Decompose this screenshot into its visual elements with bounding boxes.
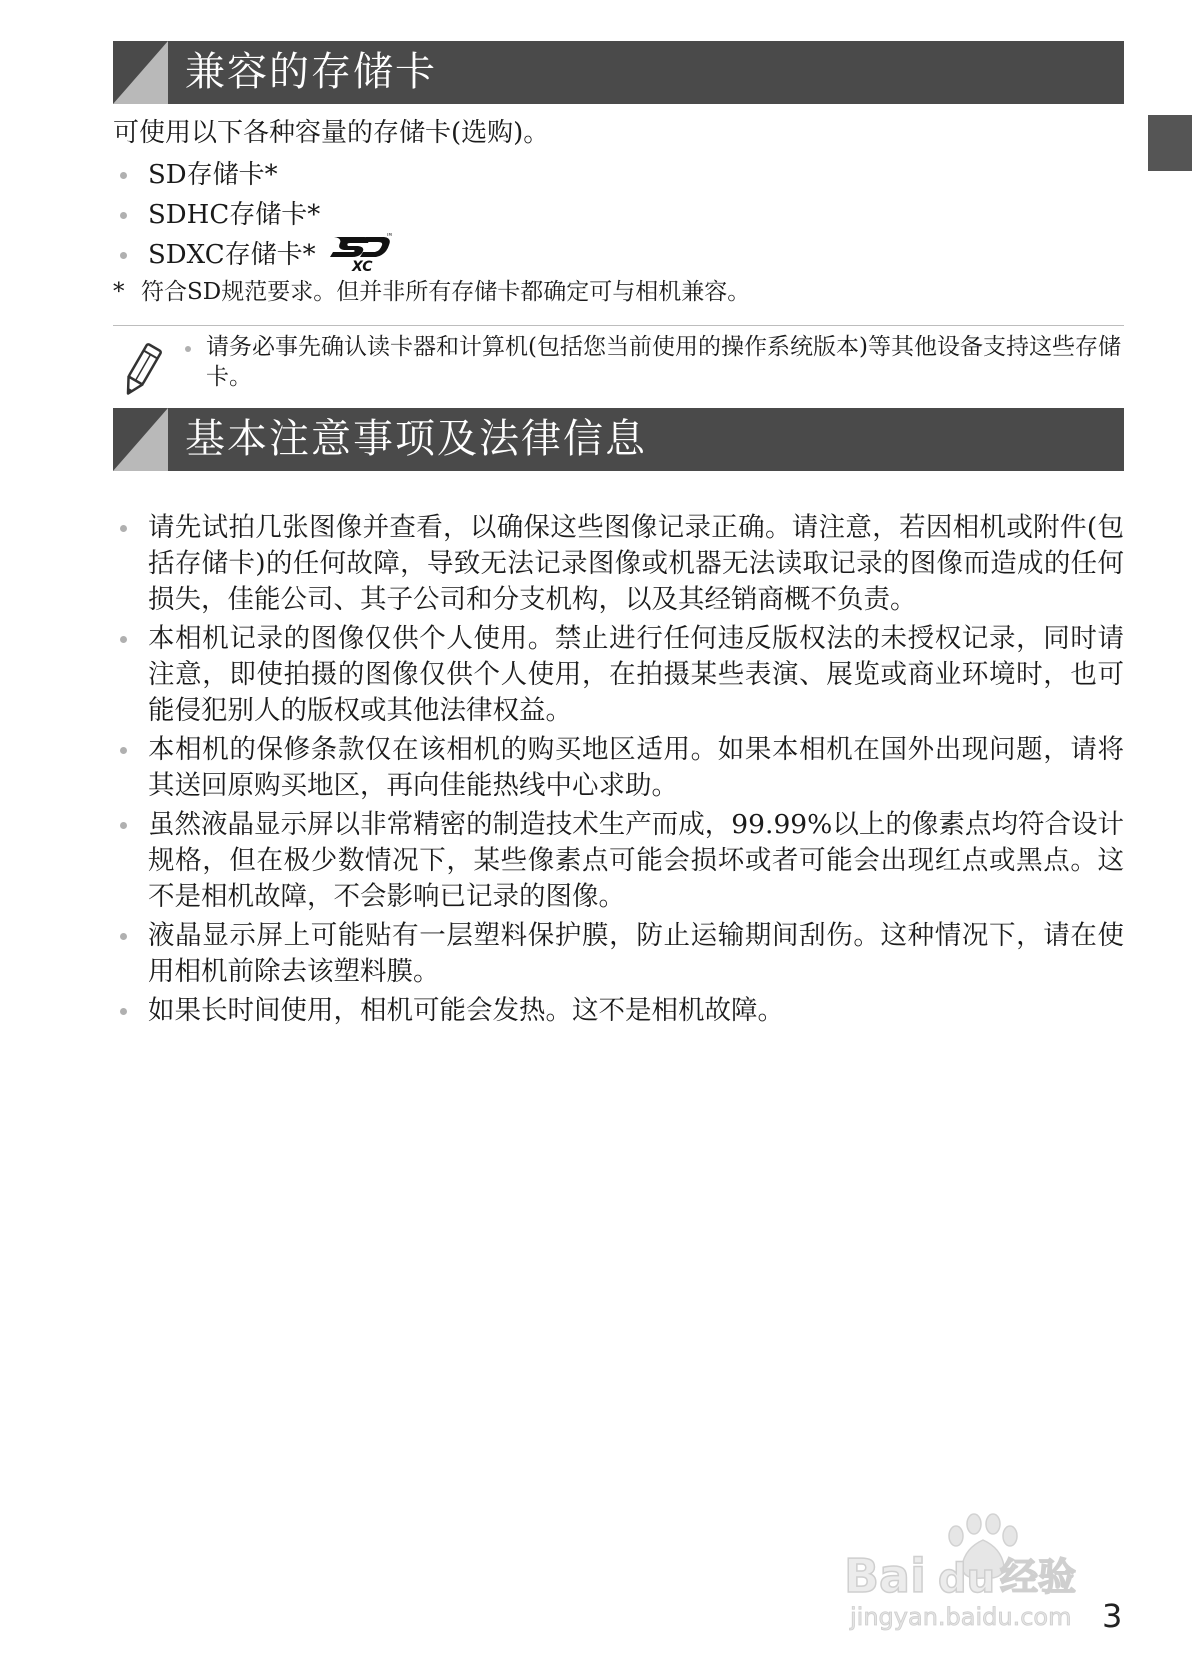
sdxc-logo-icon bbox=[328, 233, 392, 273]
bullet-icon bbox=[120, 1008, 127, 1015]
item-text: 请先试拍几张图像并查看，以确保这些图像记录正确。请注意，若因相机或附件(包括存储卡)的任何故障，导致无法记录图像或机器无法读取记录的图像而造成的任何损失，佳能公司、其子公司和分支机构，以及其经销商概不负责。 bbox=[148, 512, 1124, 615]
bullet-icon bbox=[120, 212, 127, 219]
bullet-icon bbox=[120, 747, 127, 754]
bullet-icon bbox=[120, 636, 127, 643]
note-box bbox=[113, 332, 1124, 402]
svg-text:经验: 经验 bbox=[1000, 1555, 1077, 1599]
card-label: SDHC存储卡* bbox=[148, 200, 321, 230]
svg-text:TM: TM bbox=[385, 233, 392, 237]
list-item bbox=[113, 807, 1124, 915]
list-item bbox=[113, 621, 1124, 729]
bullet-icon bbox=[120, 252, 127, 259]
item-text: 本相机的保修条款仅在该相机的购买地区适用。如果本相机在国外出现问题，请将其送回原购买地区，再向佳能热线中心求助。 bbox=[148, 734, 1124, 801]
item-text: 本相机记录的图像仅供个人使用。禁止进行任何违反版权法的未授权记录，同时请注意，即使拍摄的图像仅供个人使用，在拍摄某些表演、展览或商业环境时，也可能侵犯别人的版权或其他法律权益。 bbox=[148, 623, 1124, 726]
svg-text:XC: XC bbox=[351, 259, 373, 273]
header-corner-accent bbox=[113, 408, 168, 471]
list-item bbox=[113, 918, 1124, 990]
footnote-text: 符合SD规范要求。但并非所有存储卡都确定可与相机兼容。 bbox=[141, 279, 751, 305]
svg-text:jingyan.baidu.com: jingyan.baidu.com bbox=[850, 1603, 1072, 1631]
pencil-icon bbox=[119, 342, 163, 400]
bullet-icon bbox=[120, 822, 127, 829]
card-type-list bbox=[113, 155, 392, 275]
list-item bbox=[113, 732, 1124, 804]
bullet-icon bbox=[120, 525, 127, 532]
svg-text:Bai: Bai bbox=[844, 1549, 926, 1603]
precautions-list bbox=[113, 510, 1124, 1032]
section-header-precautions bbox=[113, 408, 1124, 471]
bullet-icon bbox=[120, 172, 127, 179]
footnote-mark: * bbox=[113, 279, 125, 305]
item-text: 虽然液晶显示屏以非常精密的制造技术生产而成，99.99%以上的像素点均符合设计规格，但在极少数情况下，某些像素点可能会损坏或者可能会出现红点或黑点。这不是相机故障，不会影响已记录的图像。 bbox=[148, 809, 1124, 912]
card-label: SDXC存储卡* bbox=[148, 240, 316, 270]
chapter-tab-marker bbox=[1148, 115, 1192, 171]
header-corner-accent bbox=[113, 41, 168, 104]
list-item bbox=[113, 993, 1124, 1029]
bullet-icon bbox=[185, 346, 191, 352]
section-title: 兼容的存储卡 bbox=[169, 41, 1124, 104]
baidu-jingyan-watermark-logo bbox=[840, 1500, 1140, 1640]
bullet-icon bbox=[120, 933, 127, 940]
intro-text: 可使用以下各种容量的存储卡(选购)。 bbox=[113, 118, 550, 148]
divider bbox=[113, 325, 1124, 326]
list-item-sd bbox=[113, 155, 392, 195]
item-text: 液晶显示屏上可能贴有一层塑料保护膜，防止运输期间刮伤。这种情况下，请在使用相机前除去该塑料膜。 bbox=[148, 920, 1124, 987]
section-header-compatible-cards bbox=[113, 41, 1124, 104]
list-item-sdhc bbox=[113, 195, 392, 235]
page-number: 3 bbox=[1102, 1597, 1123, 1635]
svg-text:du: du bbox=[938, 1556, 996, 1602]
card-label: SD存储卡* bbox=[148, 160, 278, 190]
item-text: 如果长时间使用，相机可能会发热。这不是相机故障。 bbox=[148, 995, 784, 1026]
note-text: 请务必事先确认读卡器和计算机(包括您当前使用的操作系统版本)等其他设备支持这些存储卡。 bbox=[206, 334, 1121, 390]
list-item bbox=[113, 510, 1124, 618]
section-title: 基本注意事项及法律信息 bbox=[169, 408, 1124, 471]
list-item-sdxc bbox=[113, 235, 392, 275]
footnote bbox=[113, 277, 750, 307]
